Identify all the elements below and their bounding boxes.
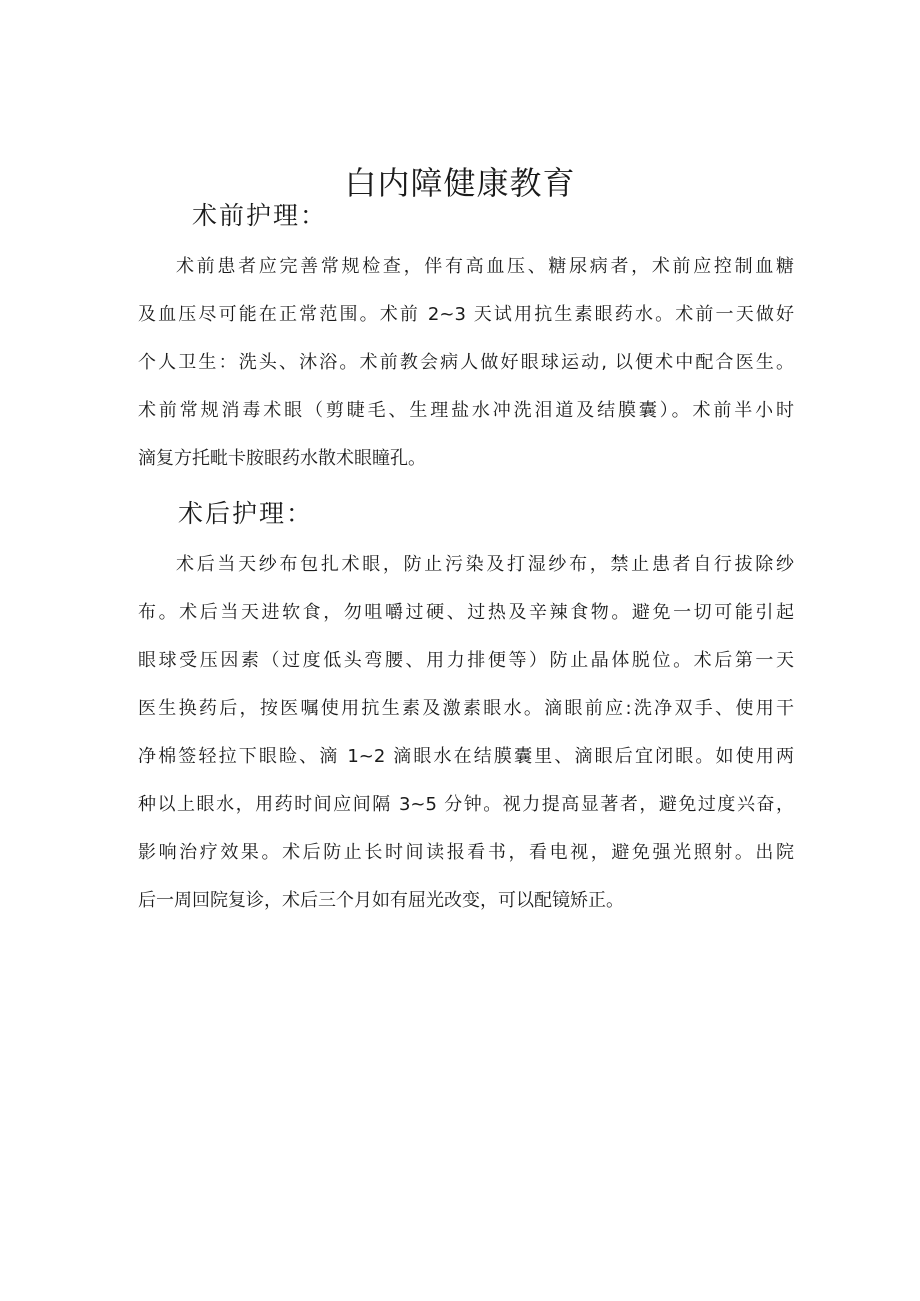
paragraph-line: 术后当天纱布包扎术眼，防止污染及打湿纱布，禁止患者自行拔除纱 (176, 554, 794, 575)
section-heading-preoperative: 术前护理： (192, 201, 328, 230)
paragraph-line: 种以上眼水，用药时间应间隔 3~5 分钟。视力提高显著者，避免过度兴奋， (138, 794, 794, 815)
page-title: 白内障健康教育 (344, 164, 576, 203)
paragraph-line: 影响治疗效果。术后防止长时间读报看书，看电视，避免强光照射。出院 (138, 842, 794, 863)
paragraph-line: 术前常规消毒术眼（剪睫毛、生理盐水冲洗泪道及结膜囊）。术前半小时 (138, 400, 794, 421)
paragraph-postoperative (138, 541, 794, 925)
paragraph-line: 滴复方托毗卡胺眼药水散术眼瞳孔。 (138, 448, 426, 469)
paragraph-line: 个人卫生：洗头、沐浴。术前教会病人做好眼球运动, 以便术中配合医生。 (138, 352, 794, 373)
paragraph-line: 后一周回院复诊，术后三个月如有屈光改变，可以配镜矫正。 (138, 890, 624, 911)
paragraph-line: 及血压尽可能在正常范围。术前 2~3 天试用抗生素眼药水。术前一天做好 (138, 304, 794, 325)
paragraph-line: 净棉签轻拉下眼睑、滴 1~2 滴眼水在结膜囊里、滴眼后宜闭眼。如使用两 (138, 746, 794, 767)
paragraph-line: 布。术后当天进软食，勿咀嚼过硬、过热及辛辣食物。避免一切可能引起 (138, 602, 794, 623)
section-heading-postoperative: 术后护理： (178, 499, 314, 528)
paragraph-line: 眼球受压因素（过度低头弯腰、用力排便等）防止晶体脱位。术后第一天 (138, 650, 794, 671)
paragraph-line: 医生换药后，按医嘱使用抗生素及激素眼水。滴眼前应:洗净双手、使用干 (138, 698, 794, 719)
paragraph-line: 术前患者应完善常规检查，伴有高血压、糖尿病者，术前应控制血糖 (176, 256, 794, 277)
paragraph-preoperative (138, 243, 794, 483)
